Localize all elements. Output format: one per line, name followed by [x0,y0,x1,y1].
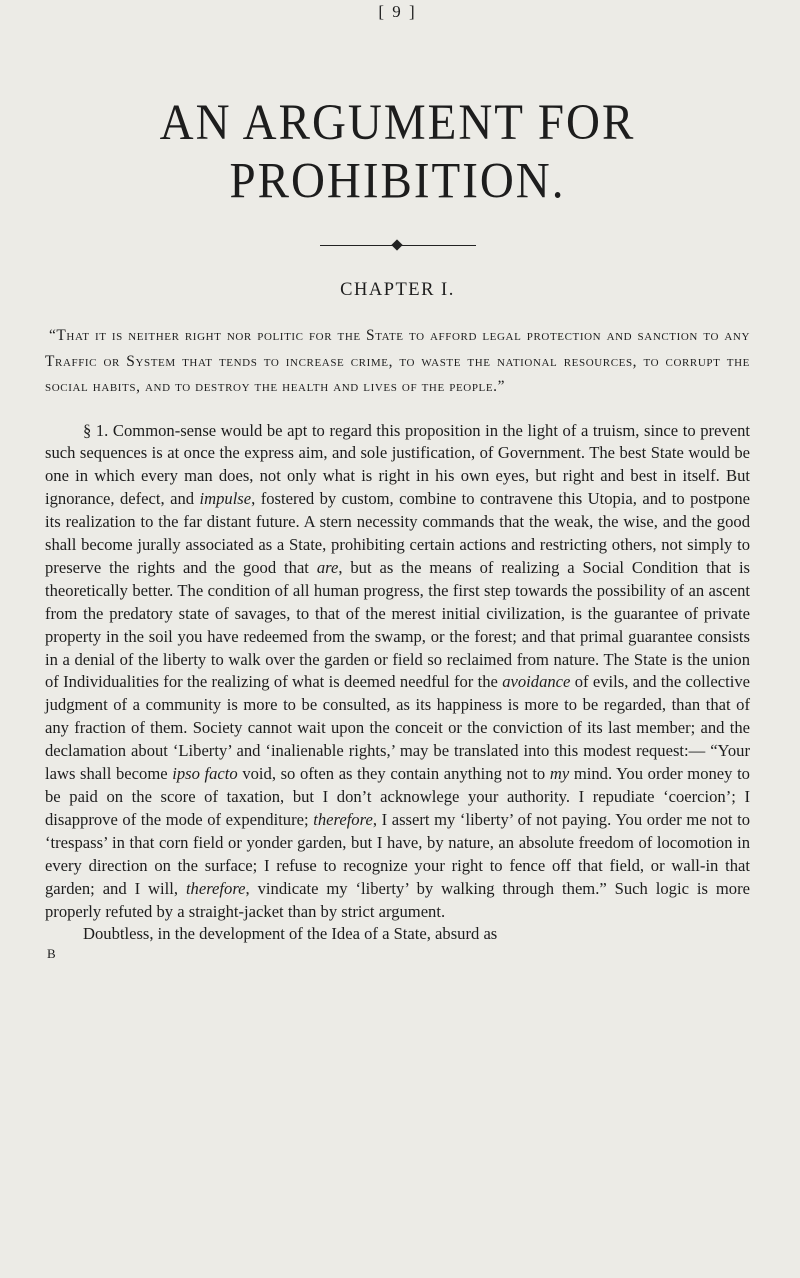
signature-mark: B [47,946,56,962]
paragraph-1-italic-7: therefore [185,878,246,898]
diamond-icon [391,239,402,250]
paragraph-1-italic-4: ipso facto [172,764,238,784]
paragraph-1-italic-3: avoidance [502,672,571,692]
paragraph-1 [45,420,750,924]
page-number: [ 9 ] [378,2,417,21]
book-title: AN ARGUMENT FOR PROHIBITION. [159,94,636,210]
paragraph-1-italic-1: impulse [199,489,252,509]
paragraph-1-text-2: , fostered by custom, combine to contravene this Utopia, and to postpone its realization to the far distant future. A stern necessity commands that the weak, the wise, and the good shall become jurally associated as a State, prohibiting certain actions and restricting others, not simply to preserve the rights and the good that [45,489,750,577]
paragraph-1-text-7: , I assert my ‘liberty’ of not paying. You order me not to ‘trespass’ in that corn field or yonder garden, but I have, by nature, an absolute freedom of locomotion in every direction on the surface; I refuse to recognize your right to fence off that field, or wall-in that garden; and I will, [45,809,751,898]
paragraph-1-text-3: , but as the means of realizing a Social Condition that is theoretically better. The condition of all human progress, the first step towards the possibility of an ascent from the predatory state of savages, to that of the merest initial civilization, is the guarantee of private property in the soil you have redeemed from the swamp, or the forest; and that primal guarantee consists in a denial of the liberty to walk over the garden or field so reclaimed from nature. The State is the union of Individualities for the realizing of what is deemed needful for the [45,557,751,692]
paragraph-1-text-1: § 1. Common-sense would be apt to regard this proposition in the light of a truism, since to prevent such sequences is at once the express aim, and sole justification, of Government. The best State would be one in which every man does, not only what is right in his own eyes, but right and best in itself. But ignorance, defect, and [45,420,750,509]
paragraph-1-italic-2: are [316,557,339,577]
paragraph-1-italic-5: my [549,764,570,784]
chapter-proposition: “That it is neither right nor politic for the State to afford legal protection and sanction to any Traffic or System that tends to increase crime, to waste the national resources, to corrupt the social habits, and to destroy the health and lives of the people.” [45,327,750,395]
paragraph-1-text-8: , vindicate my ‘liberty’ by walking through them.” Such logic is more properly refuted by a straight-jacket than by strict argument. [45,878,750,921]
title-ornament-divider [320,240,476,252]
paragraph-2: Doubtless, in the development of the Idea of a State, absurd as [83,924,498,944]
paragraph-1-italic-6: therefore [313,809,373,829]
paragraph-1-text-6: mind. You order money to be paid on the score of taxation, but I don’t acknowlege your authority. I repudiate ‘coercion’; I disapprove of the mode of expenditure; [45,764,750,829]
paragraph-1-text-5: void, so often as they contain anything not to [237,764,550,784]
paragraph-1-text-4: of evils, and the collective judgment of a community is more to be consulted, as its happiness is more to be regarded, than that of any fraction of them. Society cannot wait upon the conceit or the conviction of its last member; and the declamation about ‘Liberty’ and ‘inalienable rights,’ may be translated into this modest request:— “Your laws shall become [45,672,750,784]
chapter-heading: CHAPTER I. [340,280,455,300]
